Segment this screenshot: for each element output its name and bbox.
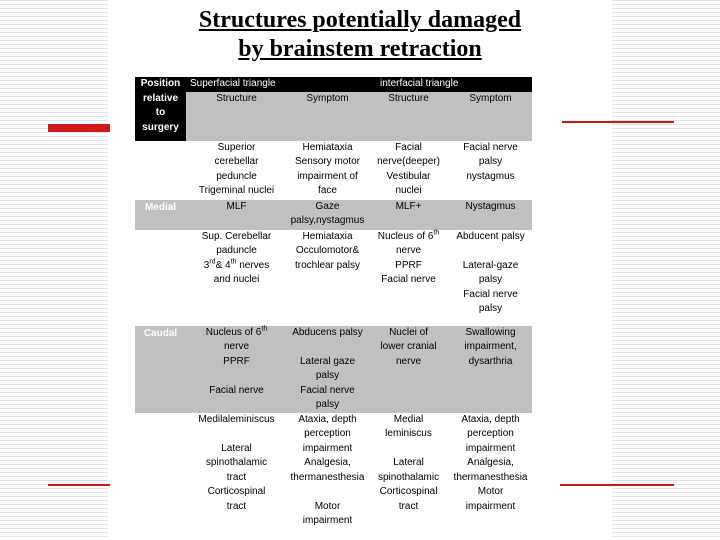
cell-text: palsy bbox=[478, 303, 503, 314]
cell-text: tract bbox=[226, 471, 247, 483]
cell-text: Facial nerve bbox=[463, 141, 518, 153]
cell-text: spinothalamic bbox=[377, 471, 440, 483]
cell-text: nerve bbox=[396, 355, 422, 367]
cell-text: Facial bbox=[395, 141, 422, 153]
cell-text: PPRF bbox=[395, 259, 422, 271]
cell-text: nerve bbox=[396, 245, 422, 256]
position-header bbox=[135, 77, 186, 141]
cell-text: Abducens palsy bbox=[292, 326, 363, 338]
cell-text: nerve bbox=[223, 341, 249, 352]
cell-text: Superior bbox=[217, 141, 256, 153]
cell-text: impairment bbox=[465, 500, 516, 512]
cell-text: Gaze bbox=[315, 200, 340, 212]
cell-gap bbox=[287, 485, 368, 500]
cell-text: Medial bbox=[393, 413, 424, 425]
table-cell bbox=[449, 200, 532, 230]
cell-text: palsy bbox=[315, 370, 340, 381]
table-row bbox=[135, 230, 532, 326]
cell-text: impairment bbox=[465, 442, 516, 454]
cell-text: Facial nerve bbox=[381, 274, 436, 285]
column-header-symptom: Symptom bbox=[449, 92, 532, 141]
interfacial-triangle-header: interfacial triangle bbox=[368, 77, 532, 92]
row-label: ventral bbox=[135, 413, 186, 531]
cell-text: palsy bbox=[478, 156, 503, 167]
row-label: Caudal bbox=[135, 326, 186, 413]
red-accent-line-right-top bbox=[562, 121, 674, 123]
cell-text: perception bbox=[467, 428, 514, 439]
table-cell bbox=[368, 326, 449, 413]
cell-text: dysarthria bbox=[468, 355, 513, 367]
right-stripe-panel bbox=[612, 0, 720, 540]
cell-text: MLF+ bbox=[395, 200, 422, 212]
table-cell bbox=[287, 230, 368, 326]
column-header-structure: Structure bbox=[368, 92, 449, 141]
cell-text: Nuclei of bbox=[389, 326, 428, 338]
table-cell bbox=[368, 413, 449, 531]
cell-text: spinothalamic bbox=[205, 457, 268, 468]
cell-gap bbox=[449, 244, 532, 259]
position-header-line: Position bbox=[140, 78, 181, 89]
cell-text: Facial nerve bbox=[463, 288, 518, 300]
cell-text: tract bbox=[226, 500, 247, 512]
slide-title bbox=[108, 6, 612, 64]
table-row bbox=[135, 200, 532, 230]
red-accent-bar bbox=[48, 124, 110, 132]
cell-text: tract bbox=[398, 500, 419, 512]
cell-text: Occulomotor& bbox=[295, 245, 360, 256]
cell-text: palsy,nystagmus bbox=[290, 215, 365, 226]
cell-text: Hemiataxia bbox=[302, 230, 353, 242]
header-row-columns bbox=[135, 92, 532, 141]
cell-text: impairment, bbox=[464, 341, 517, 352]
row-label: Rostral bbox=[135, 230, 186, 326]
position-header-line: to bbox=[155, 107, 166, 118]
cell-text: impairment of bbox=[297, 170, 358, 182]
cell-text: paduncle bbox=[216, 245, 257, 256]
cell-text: Lateral bbox=[393, 457, 424, 468]
cell-text: 3rd& 4th nerves bbox=[203, 258, 270, 271]
cell-text: trochlear palsy bbox=[294, 259, 361, 271]
cell-text: Swallowing bbox=[465, 326, 516, 338]
cell-text: Motor bbox=[314, 500, 341, 512]
cell-text: nuclei bbox=[395, 185, 422, 196]
cell-text: Facial nerve bbox=[300, 384, 355, 396]
cell-text: Corticospinal bbox=[379, 486, 438, 497]
table-cell bbox=[287, 326, 368, 413]
cell-text: Motor bbox=[477, 486, 504, 497]
cell-text: Sensory motor bbox=[294, 156, 361, 167]
table-cell bbox=[186, 413, 287, 531]
cell-text: cerebellar bbox=[214, 156, 259, 167]
cell-text: Abducent palsy bbox=[456, 230, 525, 242]
position-header-line: surgery bbox=[142, 121, 179, 133]
table-cell bbox=[449, 413, 532, 531]
column-header-structure: Structure bbox=[186, 92, 287, 141]
left-stripe-panel bbox=[0, 0, 108, 540]
cell-text: PPRF bbox=[223, 355, 250, 367]
cell-text: Nystagmus bbox=[465, 200, 516, 212]
cell-text: thermanesthesia bbox=[453, 471, 528, 483]
table-cell bbox=[287, 200, 368, 230]
table-cell bbox=[186, 141, 287, 200]
cell-text: lower cranial bbox=[380, 341, 437, 352]
title-line-1: Structures potentially damaged bbox=[198, 7, 522, 33]
cell-text: Trigeminal nuclei bbox=[198, 185, 275, 196]
cell-text: face bbox=[318, 185, 337, 196]
cell-gap bbox=[368, 442, 449, 457]
table-cell bbox=[449, 230, 532, 326]
table-body bbox=[135, 141, 532, 531]
position-header-line: relative bbox=[142, 92, 179, 104]
cell-text: Analgesia, bbox=[467, 457, 514, 468]
header-row-triangles bbox=[135, 77, 532, 92]
table-row bbox=[135, 326, 532, 413]
column-header-symptom: Symptom bbox=[287, 92, 368, 141]
table-cell bbox=[287, 141, 368, 200]
cell-text: thermanesthesia bbox=[290, 471, 365, 483]
cell-gap bbox=[186, 427, 287, 442]
table-cell bbox=[449, 141, 532, 200]
table-cell bbox=[186, 230, 287, 326]
red-accent-line-left-bottom bbox=[48, 484, 110, 486]
table-cell bbox=[368, 200, 449, 230]
cell-text: Analgesia, bbox=[304, 457, 351, 468]
table-cell bbox=[186, 326, 287, 413]
cell-text: Ataxia, depth bbox=[298, 413, 357, 425]
cell-gap bbox=[287, 340, 368, 355]
superfacial-triangle-header: Superfacial triangle bbox=[186, 77, 368, 92]
row-label: Medial bbox=[135, 200, 186, 230]
table-cell bbox=[368, 230, 449, 326]
cell-text: Nucleus of 6th bbox=[377, 229, 440, 242]
cell-text: Hemiataxia bbox=[302, 141, 353, 153]
cell-text: palsy bbox=[315, 399, 340, 410]
table-cell bbox=[368, 141, 449, 200]
red-accent-line-right-bottom bbox=[560, 484, 674, 486]
brainstem-table-container bbox=[135, 77, 532, 531]
table-cell bbox=[186, 200, 287, 230]
cell-text: Lateral gaze bbox=[299, 355, 356, 367]
cell-text: and nuclei bbox=[213, 274, 260, 285]
cell-text: Nucleus of 6th bbox=[205, 325, 268, 338]
row-label: Lateral bbox=[135, 141, 186, 200]
cell-text: palsy bbox=[478, 274, 503, 285]
brainstem-table bbox=[135, 77, 532, 531]
table-row bbox=[135, 141, 532, 200]
cell-text: Medilaleminiscus bbox=[198, 413, 275, 425]
cell-text: impairment bbox=[302, 515, 353, 526]
table-row bbox=[135, 413, 532, 531]
cell-gap bbox=[186, 369, 287, 384]
cell-text: Corticospinal bbox=[207, 486, 266, 497]
cell-text: Vestibular bbox=[386, 170, 431, 182]
cell-text: MLF bbox=[226, 200, 247, 212]
cell-text: nystagmus bbox=[466, 170, 515, 182]
cell-text: nerve(deeper) bbox=[377, 156, 440, 167]
table-cell bbox=[449, 326, 532, 413]
title-line-2: by brainstem retraction bbox=[238, 36, 482, 62]
cell-text: peduncle bbox=[216, 170, 257, 182]
cell-text: perception bbox=[304, 428, 351, 439]
cell-text: Facial nerve bbox=[209, 384, 264, 396]
cell-text: Lateral bbox=[221, 442, 252, 454]
cell-text: impairment bbox=[302, 442, 353, 454]
table-cell bbox=[287, 413, 368, 531]
cell-text: leminiscus bbox=[385, 428, 432, 439]
cell-text: Lateral-gaze bbox=[462, 259, 519, 271]
cell-text: Ataxia, depth bbox=[461, 413, 520, 425]
cell-text: Sup. Cerebellar bbox=[201, 230, 272, 242]
